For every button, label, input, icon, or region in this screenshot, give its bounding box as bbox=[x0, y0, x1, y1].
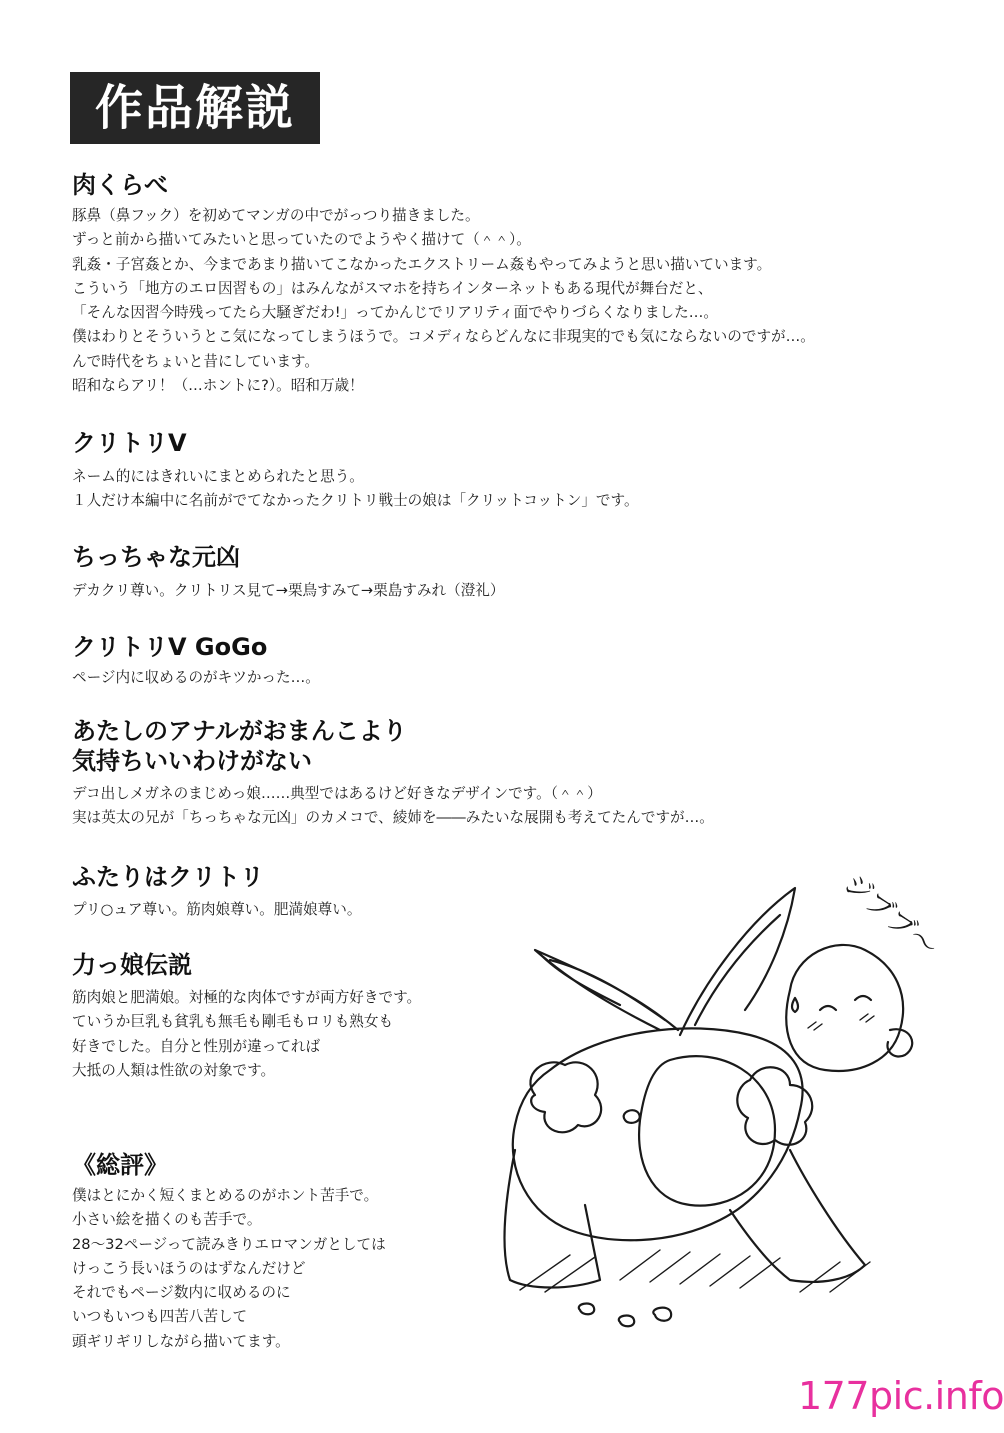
body-line: ネーム的にはきれいにまとめられたと思う。 bbox=[72, 468, 364, 485]
right-leg bbox=[730, 1150, 865, 1282]
body-line: デコ出しメガネのまじめっ娘……典型ではあるけど好きなデザインです。（＾＾） bbox=[72, 785, 602, 802]
section-body-anal bbox=[72, 782, 714, 831]
body-line: それでもページ数内に収めるのに bbox=[72, 1284, 291, 1302]
body-line: 「そんな因習今時残ってたら大騒ぎだわ!」ってかんじでリアリティ面でやりづらくなりました…。 bbox=[72, 304, 718, 322]
section-body-niku-kurabe bbox=[72, 204, 815, 398]
watermark: 177pic.info bbox=[798, 1374, 1004, 1418]
wing-shape bbox=[535, 888, 795, 1035]
section-heading-kuritori-v-gogo bbox=[72, 632, 267, 662]
section-heading-line: クリトリV GoGo bbox=[72, 633, 268, 661]
body-line: 筋肉娘と肥満娘。対極的な肉体ですが両方好きです。 bbox=[72, 989, 422, 1006]
body-line: 好きでした。自分と性別が違ってれば bbox=[72, 1037, 321, 1055]
closed-eye bbox=[820, 996, 871, 1010]
body-line: けっこう長いほうのはずなんだけど bbox=[72, 1259, 306, 1277]
body-line: 昭和ならアリ！（…ホントに?）。昭和万歳！ bbox=[72, 377, 364, 395]
pellet bbox=[619, 1316, 634, 1327]
body-line: プリ○ュア尊い。筋肉娘尊い。肥満娘尊い。 bbox=[72, 901, 362, 918]
character-head bbox=[786, 945, 903, 1071]
section-heading-chicchana-genkyou bbox=[72, 542, 240, 572]
winged-blob-character-illustration bbox=[490, 860, 945, 1350]
body-line: ていうか巨乳も貧乳も無毛も剛毛もロリも熟女も bbox=[72, 1013, 394, 1031]
body-line: んで時代をちょいと昔にしています。 bbox=[72, 352, 319, 370]
section-heading-anal bbox=[72, 716, 407, 776]
round-buttocks bbox=[639, 1056, 775, 1205]
section-body-rikikko-densetsu bbox=[72, 986, 421, 1083]
section-heading-line: ちっちゃな元凶 bbox=[72, 543, 240, 571]
body-line: いつもいつも四苦八苦して bbox=[72, 1308, 248, 1326]
section-body-kuritori-v-gogo bbox=[72, 666, 320, 690]
section-heading-line: 力っ娘伝説 bbox=[72, 951, 192, 979]
section-heading-niku-kurabe bbox=[72, 170, 168, 200]
section-body-kuritori-v bbox=[72, 465, 639, 514]
body-line: 大抵の人類は性欲の対象です。 bbox=[72, 1061, 276, 1079]
section-heading-futari-wa-kuritori bbox=[72, 862, 264, 892]
body-line: 28～32ページって読みきりエロマンガとしては bbox=[72, 1235, 386, 1253]
body-line: 豚鼻（鼻フック）を初めてマンガの中でがっつり描きました。 bbox=[72, 207, 480, 224]
page-title: 作品解説 bbox=[70, 72, 320, 144]
section-heading-kuritori-v bbox=[72, 428, 187, 458]
body-line: 僕はとにかく短くまとめるのがホント苦手で。 bbox=[72, 1187, 379, 1204]
body-line: デカクリ尊い。クリトリス見て→栗鳥すみて→栗島すみれ（澄礼） bbox=[72, 582, 505, 599]
section-heading-line: クリトリV bbox=[72, 429, 187, 457]
body-line: ずっと前から描いてみたいと思っていたのでようやく描けて（＾＾）。 bbox=[72, 231, 531, 249]
sweat-drop bbox=[792, 998, 798, 1012]
left-hand bbox=[530, 1062, 601, 1132]
character-body bbox=[513, 1028, 803, 1240]
body-line: ページ内に収めるのがキツかった…。 bbox=[72, 669, 320, 686]
section-heading-line: ふたりはクリトリ bbox=[72, 863, 264, 891]
sound-effect-text: ジブブ～ bbox=[837, 866, 945, 964]
section-heading-line: 《総評》 bbox=[72, 1151, 168, 1179]
body-line: 実は英太の兄が「ちっちゃな元凶」のカメコで、綾姉を――みたいな展開も考えてたんですが…。 bbox=[72, 809, 714, 827]
section-heading-line: 肉くらべ bbox=[72, 171, 168, 199]
section-heading-souhyou bbox=[72, 1150, 168, 1180]
section-heading-line: あたしのアナルがおまんこより bbox=[72, 717, 407, 745]
pellet bbox=[579, 1304, 594, 1315]
body-line: 小さい絵を描くのも苦手で。 bbox=[72, 1211, 262, 1229]
section-heading-line: 気持ちいいわけがない bbox=[72, 747, 312, 775]
body-line: 乳姦・子宮姦とか、今まであまり描いてこなかったエクストリーム姦もやってみようと思い描いています。 bbox=[72, 255, 772, 273]
pellet bbox=[624, 1110, 640, 1123]
section-body-chicchana-genkyou bbox=[72, 579, 505, 603]
body-line: 僕はわりとそういうとこ気になってしまうほうで。コメディならどんなに非現実的でも気にならないのですが…。 bbox=[72, 328, 815, 346]
body-line: 頭ギリギリしながら描いてます。 bbox=[72, 1332, 290, 1350]
pellet bbox=[653, 1308, 671, 1321]
section-heading-rikikko-densetsu bbox=[72, 950, 192, 980]
body-line: こういう「地方のエロ因習もの」はみんながスマホを持ちインターネットもある現代が舞台だと、 bbox=[72, 279, 713, 297]
section-body-souhyou bbox=[72, 1184, 386, 1354]
body-line: １人だけ本編中に名前がでてなかったクリトリ戦士の娘は「クリットコットン」です。 bbox=[72, 492, 639, 510]
blush-marks bbox=[808, 1014, 874, 1030]
section-body-futari-wa-kuritori bbox=[72, 898, 361, 922]
